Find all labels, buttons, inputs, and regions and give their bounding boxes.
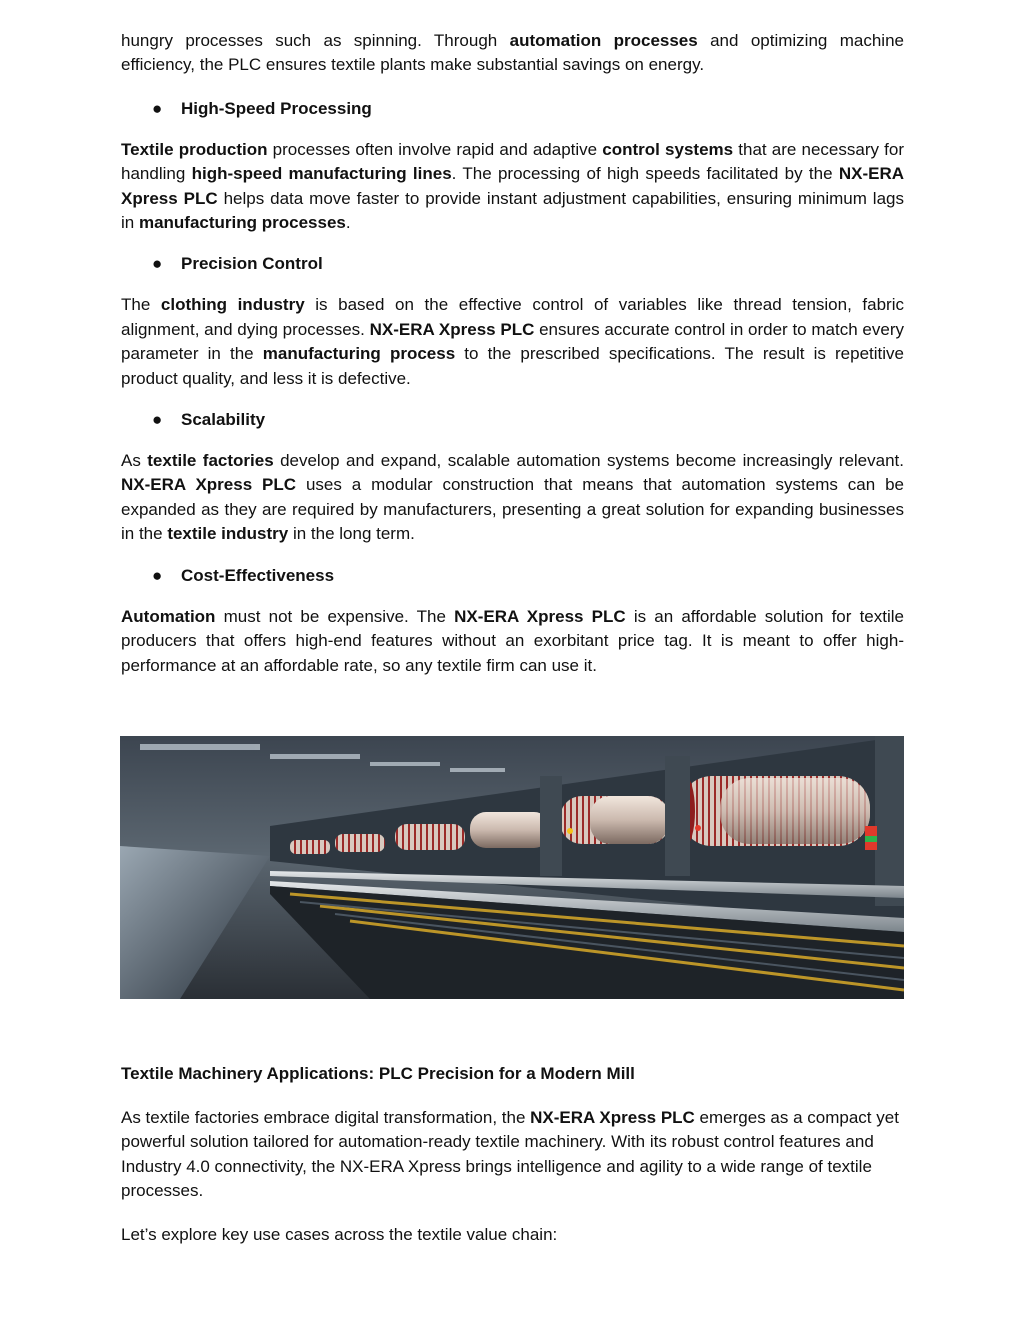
intro-paragraph: hungry processes such as spinning. Through automation processes and optimizing machine efficiency, the PLC ensures textile plants make substantial savings on energy. (121, 31, 904, 75)
bullet-label: Precision Control (181, 254, 323, 274)
precision-paragraph: The clothing industry is based on the effective control of variables like thread tension, fabric alignment, and dying processes. NX-ERA Xpress PLC ensures accurate control in order to match every parameter in the manufacturing process to the prescribed specifications. The result is repetitive product quality, and less it is defective. (121, 295, 904, 388)
applications-paragraph: As textile factories embrace digital transformation, the NX-ERA Xpress PLC emerges as a compact yet powerful solution tailored for automation-ready textile machinery. With its robust control features and Industry 4.0 connectivity, the NX-ERA Xpress brings intelligence and agility to a wide range of textile processes. (121, 1108, 899, 1201)
bullet-high-speed-processing (121, 97, 904, 121)
cost-paragraph: Automation must not be expensive. The NX-ERA Xpress PLC is an affordable solution for textile producers that offers high-end features without an exorbitant price tag. It is meant to offer high-performance at an affordable rate, so any textile firm can use it. (121, 606, 904, 675)
applications-section (121, 1062, 904, 1247)
section-heading: Textile Machinery Applications: PLC Precision for a Modern Mill (121, 1064, 635, 1083)
high-speed-paragraph: Textile production processes often involve rapid and adaptive control systems that are necessary for handling high-speed manufacturing lines. The processing of high speeds facilitated by the NX-ERA Xpress PLC helps data move faster to provide instant adjustment capabilities, ensuring minimum lags in manufacturing processes. (121, 139, 904, 233)
bullet-dot: ● (152, 410, 163, 430)
textile-machinery-photo (120, 736, 904, 999)
bullet-label: Cost-Effectiveness (181, 565, 335, 585)
bullet-label: Scalability (181, 410, 266, 430)
bullet-dot: ● (152, 98, 163, 118)
scalability-paragraph: As textile factories develop and expand, scalable automation systems become increasingly relevant. NX-ERA Xpress PLC uses a modular construction that means that automation systems can be expanded as they are required by manufacturers, presenting a great solution for expanding businesses in the textile industry in the long term. (121, 451, 904, 544)
bullet-label: High-Speed Processing (181, 98, 372, 118)
explore-paragraph: Let’s explore key use cases across the textile value chain: (121, 1224, 558, 1244)
bullet-scalability (121, 408, 904, 432)
bullet-cost-effectiveness (121, 564, 904, 588)
bullet-dot: ● (152, 565, 163, 585)
document-page (121, 29, 904, 678)
bullet-precision-control (121, 252, 904, 276)
bullet-dot: ● (152, 254, 163, 274)
